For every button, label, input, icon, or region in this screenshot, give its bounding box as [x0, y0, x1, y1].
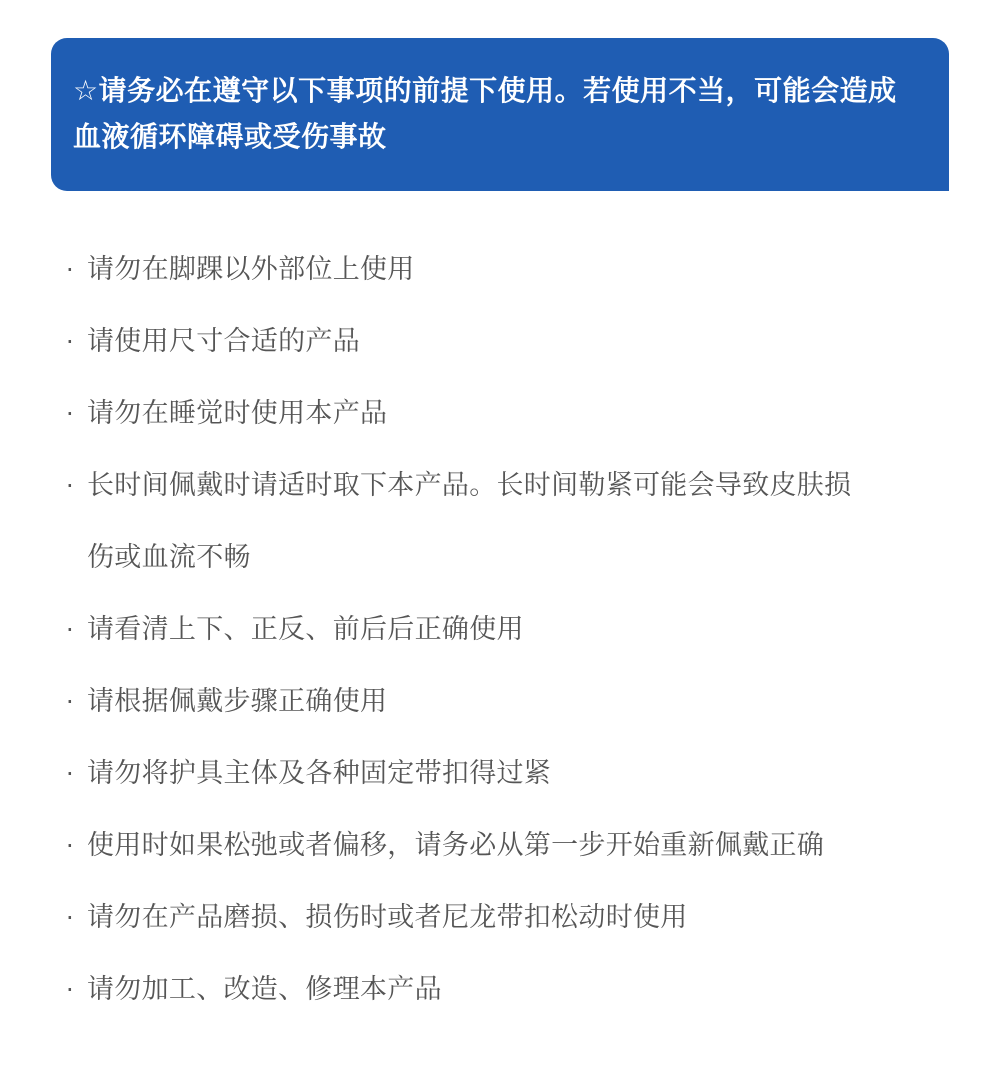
list-item-text: 使用时如果松弛或者偏移，请务必从第一步开始重新佩戴正确	[87, 830, 825, 861]
list-item	[66, 666, 946, 738]
precautions-list	[66, 234, 946, 1026]
list-item-text: 请看清上下、正反、前后后正确使用	[87, 614, 524, 645]
list-item-text: 请勿加工、改造、修理本产品	[87, 974, 442, 1005]
bullet-icon: ·	[66, 256, 74, 284]
list-item	[66, 810, 946, 882]
list-item	[66, 306, 946, 378]
list-item-text: 请勿在产品磨损、损伤时或者尼龙带扣松动时使用	[87, 902, 688, 933]
bullet-icon: ·	[66, 400, 74, 428]
list-item-text: 请使用尺寸合适的产品	[87, 326, 360, 357]
bullet-icon: ·	[66, 328, 74, 356]
list-item	[66, 882, 946, 954]
list-item-text: 请勿在脚踝以外部位上使用	[87, 254, 415, 285]
list-item-text-continued: 伤或血流不畅	[87, 542, 251, 573]
notice-banner	[51, 38, 949, 191]
list-item-text: 请根据佩戴步骤正确使用	[87, 686, 388, 717]
list-item	[66, 450, 946, 594]
bullet-icon: ·	[66, 904, 74, 932]
bullet-icon: ·	[66, 976, 74, 1004]
list-item	[66, 234, 946, 306]
bullet-icon: ·	[66, 760, 74, 788]
notice-text: ☆请务必在遵守以下事项的前提下使用。若使用不当，可能会造成血液循环障碍或受伤事故	[73, 74, 897, 153]
list-item	[66, 378, 946, 450]
bullet-icon: ·	[66, 688, 74, 716]
list-item	[66, 954, 946, 1026]
list-item	[66, 738, 946, 810]
list-item-text: 长时间佩戴时请适时取下本产品。长时间勒紧可能会导致皮肤损	[87, 470, 852, 501]
bullet-icon: ·	[66, 472, 74, 500]
list-item-text: 请勿在睡觉时使用本产品	[87, 398, 388, 429]
bullet-icon: ·	[66, 832, 74, 860]
bullet-icon: ·	[66, 616, 74, 644]
list-item-text: 请勿将护具主体及各种固定带扣得过紧	[87, 758, 552, 789]
list-item	[66, 594, 946, 666]
